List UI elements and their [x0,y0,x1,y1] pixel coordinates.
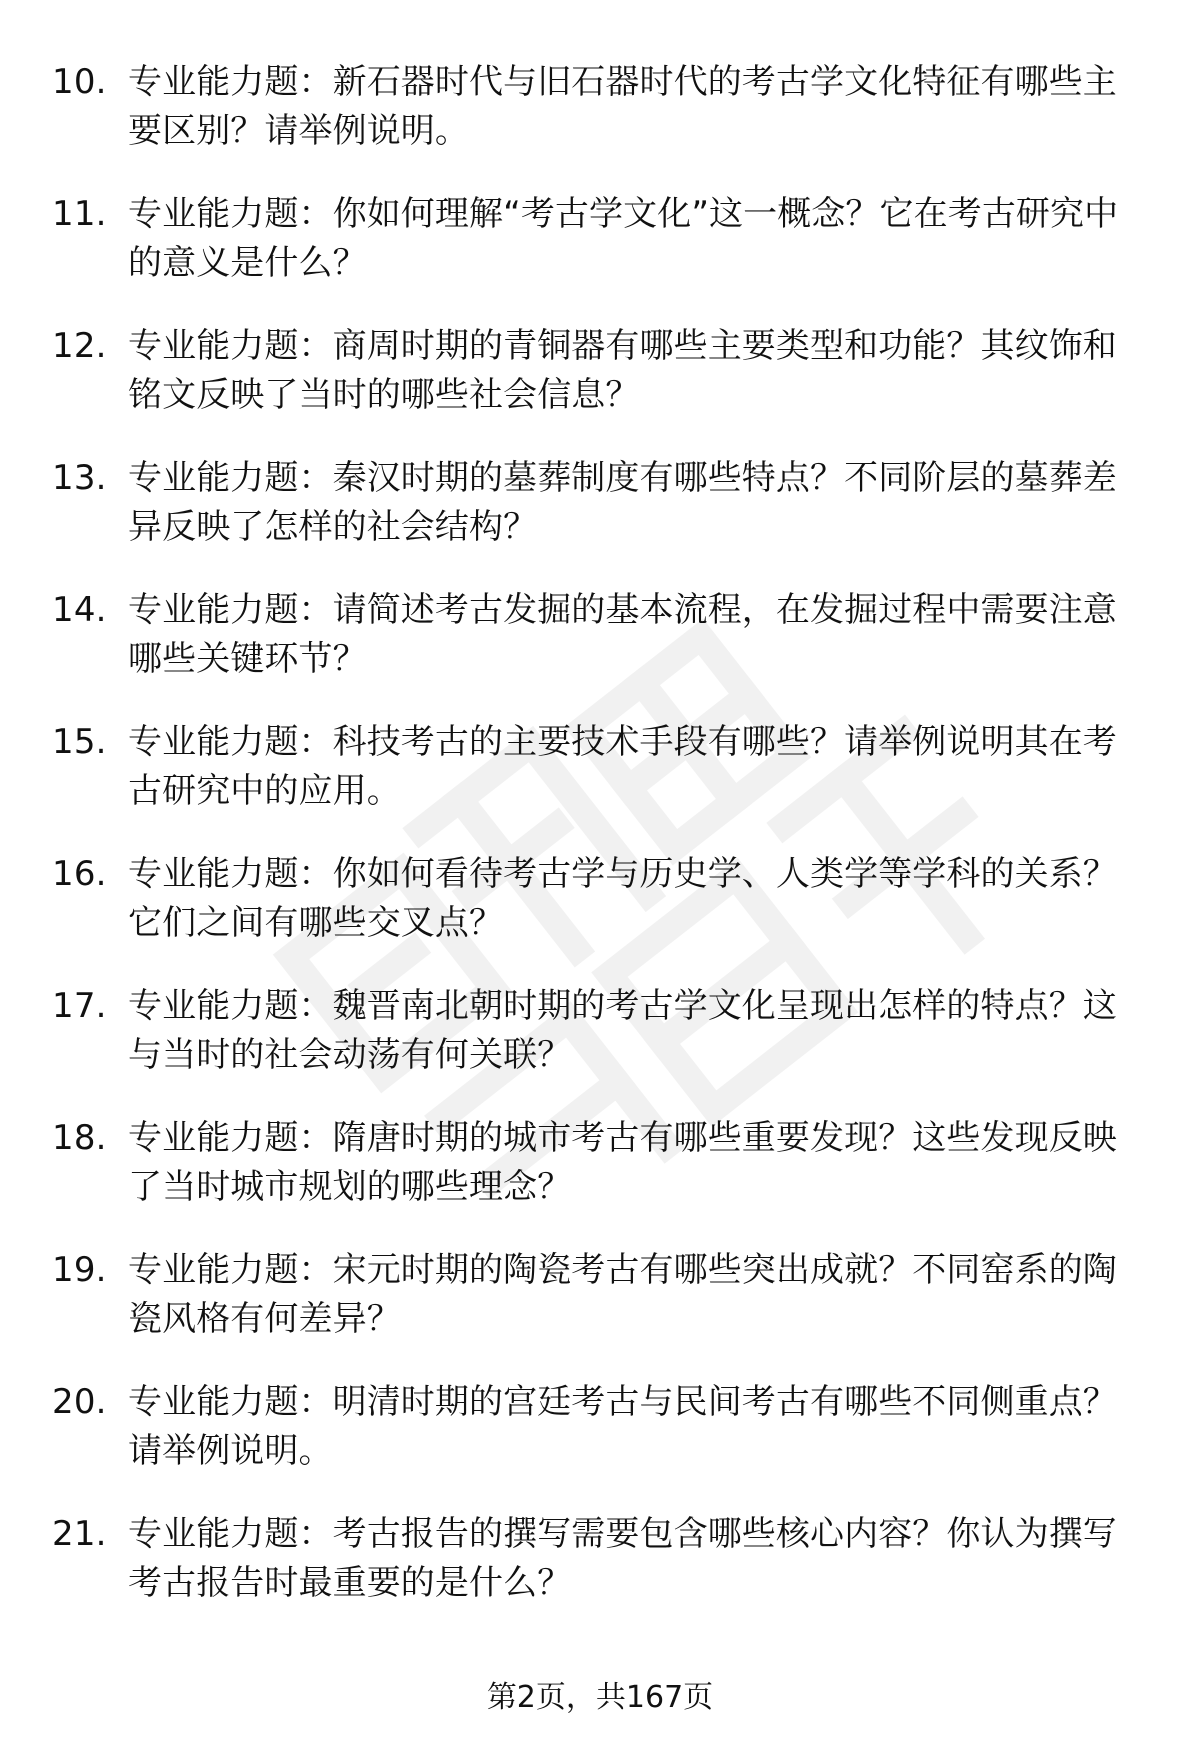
question-text: 专业能力题：考古报告的撰写需要包含哪些核心内容？你认为撰写考古报告时最重要的是什么？ [128,1514,1117,1603]
question-number: 19. [52,1250,107,1290]
question-text: 专业能力题：隋唐时期的城市考古有哪些重要发现？这些发现反映了当时城市规划的哪些理念？ [128,1118,1117,1207]
question-number: 15. [52,722,107,762]
list-item-question-13 [52,454,1138,552]
question-number: 10. [52,62,107,102]
page-number-text: 第2页，共167页 [486,1680,714,1715]
question-text: 专业能力题：请简述考古发掘的基本流程，在发掘过程中需要注意哪些关键环节？ [128,590,1117,679]
list-item-question-15 [52,718,1138,816]
question-number: 16. [52,854,107,894]
question-list [52,58,1138,1642]
question-text: 专业能力题：宋元时期的陶瓷考古有哪些突出成就？不同窑系的陶瓷风格有何差异？ [128,1250,1117,1339]
list-item-question-17 [52,982,1138,1080]
list-item-question-21 [52,1510,1138,1608]
question-number: 21. [52,1514,107,1554]
question-text: 专业能力题：你如何理解“考古学文化”这一概念？它在考古研究中的意义是什么？ [128,194,1119,283]
list-item-question-14 [52,586,1138,684]
question-text: 专业能力题：秦汉时期的墓葬制度有哪些特点？不同阶层的墓葬差异反映了怎样的社会结构？ [128,458,1117,547]
question-text: 专业能力题：你如何看待考古学与历史学、人类学等学科的关系？它们之间有哪些交叉点？ [128,854,1117,943]
list-item-question-10 [52,58,1138,156]
question-number: 14. [52,590,107,630]
list-item-question-19 [52,1246,1138,1344]
page-footer [0,1678,1200,1718]
question-text: 专业能力题：新石器时代与旧石器时代的考古学文化特征有哪些主要区别？请举例说明。 [128,62,1117,151]
question-text: 专业能力题：商周时期的青铜器有哪些主要类型和功能？其纹饰和铭文反映了当时的哪些社会信息？ [128,326,1117,415]
list-item-question-12 [52,322,1138,420]
question-number: 12. [52,326,107,366]
question-number: 13. [52,458,107,498]
list-item-question-18 [52,1114,1138,1212]
list-item-question-16 [52,850,1138,948]
list-item-question-20 [52,1378,1138,1476]
question-text: 专业能力题：科技考古的主要技术手段有哪些？请举例说明其在考古研究中的应用。 [128,722,1117,811]
question-text: 专业能力题：明清时期的宫廷考古与民间考古有哪些不同侧重点？请举例说明。 [128,1382,1117,1471]
list-item-question-11 [52,190,1138,288]
question-text: 专业能力题：魏晋南北朝时期的考古学文化呈现出怎样的特点？这与当时的社会动荡有何关联？ [128,986,1117,1075]
question-number: 11. [52,194,107,234]
question-number: 18. [52,1118,107,1158]
question-number: 17. [52,986,107,1026]
question-number: 20. [52,1382,107,1422]
